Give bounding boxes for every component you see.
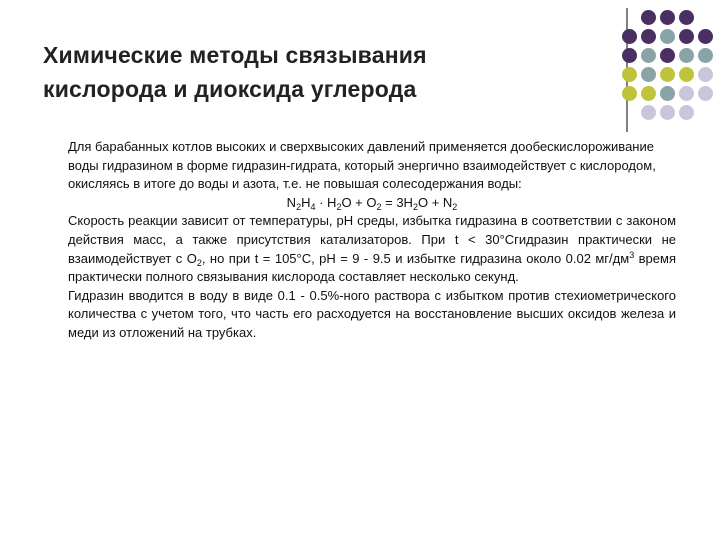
dot — [698, 86, 713, 101]
text-run: время практически полного связывания кислорода составляет несколько секунд. — [68, 250, 676, 285]
dot — [641, 86, 656, 101]
slide-body — [68, 138, 676, 343]
dot — [660, 48, 675, 63]
eq-sub: 2 — [296, 201, 302, 212]
dot — [622, 86, 637, 101]
dot — [679, 86, 694, 101]
eq-sub: 4 — [310, 201, 316, 212]
dot — [698, 48, 713, 63]
dot — [660, 105, 675, 120]
eq-sub: 2 — [452, 201, 458, 212]
eq-part: O + O — [341, 194, 377, 210]
dot — [622, 29, 637, 44]
paragraph-reaction-rate — [68, 212, 676, 286]
dot — [622, 67, 637, 82]
dot — [641, 29, 656, 44]
dot — [679, 10, 694, 25]
eq-sub: 2 — [336, 201, 342, 212]
dot — [679, 29, 694, 44]
eq-sub: 2 — [376, 201, 382, 212]
paragraph-hydrazine-dosing: Гидразин вводится в воду в виде 0.1 - 0.5%-ного раствора с избытком против стехиометрического количества с учетом того, что часть его расходуется на восстановление высших оксидов железа и меди из отложений на трубках. — [68, 287, 676, 340]
eq-part: · H — [315, 194, 337, 210]
dot — [641, 10, 656, 25]
eq-part: O + N — [417, 194, 453, 210]
eq-part: N — [286, 194, 297, 210]
dot — [641, 48, 656, 63]
eq-part: H — [301, 194, 311, 210]
unit-superscript: 3 — [629, 249, 635, 260]
title-line-2: кислорода и диоксида углерода — [43, 76, 417, 102]
dot — [641, 67, 656, 82]
eq-part: = 3H — [381, 194, 413, 210]
text-run: Скорость реакции зависит от температуры, pH среды, избытка гидразина в соответствии с законом действия масс, а также присутствия катализаторов. При t < 30°Сгидразин практически не взаимодействует с O — [68, 213, 676, 266]
dot — [679, 67, 694, 82]
decorative-dot-grid — [639, 10, 719, 120]
dot — [679, 105, 694, 120]
dot — [641, 105, 656, 120]
reaction-equation — [68, 194, 676, 213]
dot — [698, 29, 713, 44]
dot — [679, 48, 694, 63]
dot — [698, 67, 713, 82]
slide-title — [43, 38, 603, 106]
paragraph-intro: Для барабанных котлов высоких и сверхвысоких давлений применяется дообескислороживание воды гидразином в форме гидразин-гидрата, который энергично взаимодействует с кислородом, окисляясь в итоге до воды и азота, т.е. не повышая солесодержания воды: — [68, 139, 656, 192]
title-line-1: Химические методы связывания — [43, 42, 427, 68]
eq-sub: 2 — [412, 201, 418, 212]
o2-subscript: 2 — [196, 257, 202, 268]
dot — [660, 67, 675, 82]
dot — [660, 29, 675, 44]
dot — [622, 48, 637, 63]
dot — [660, 86, 675, 101]
text-run: , но при t = 105°С, pH = 9 - 9.5 и избытке гидразина около 0.02 мг/дм — [201, 250, 630, 266]
dot — [660, 10, 675, 25]
